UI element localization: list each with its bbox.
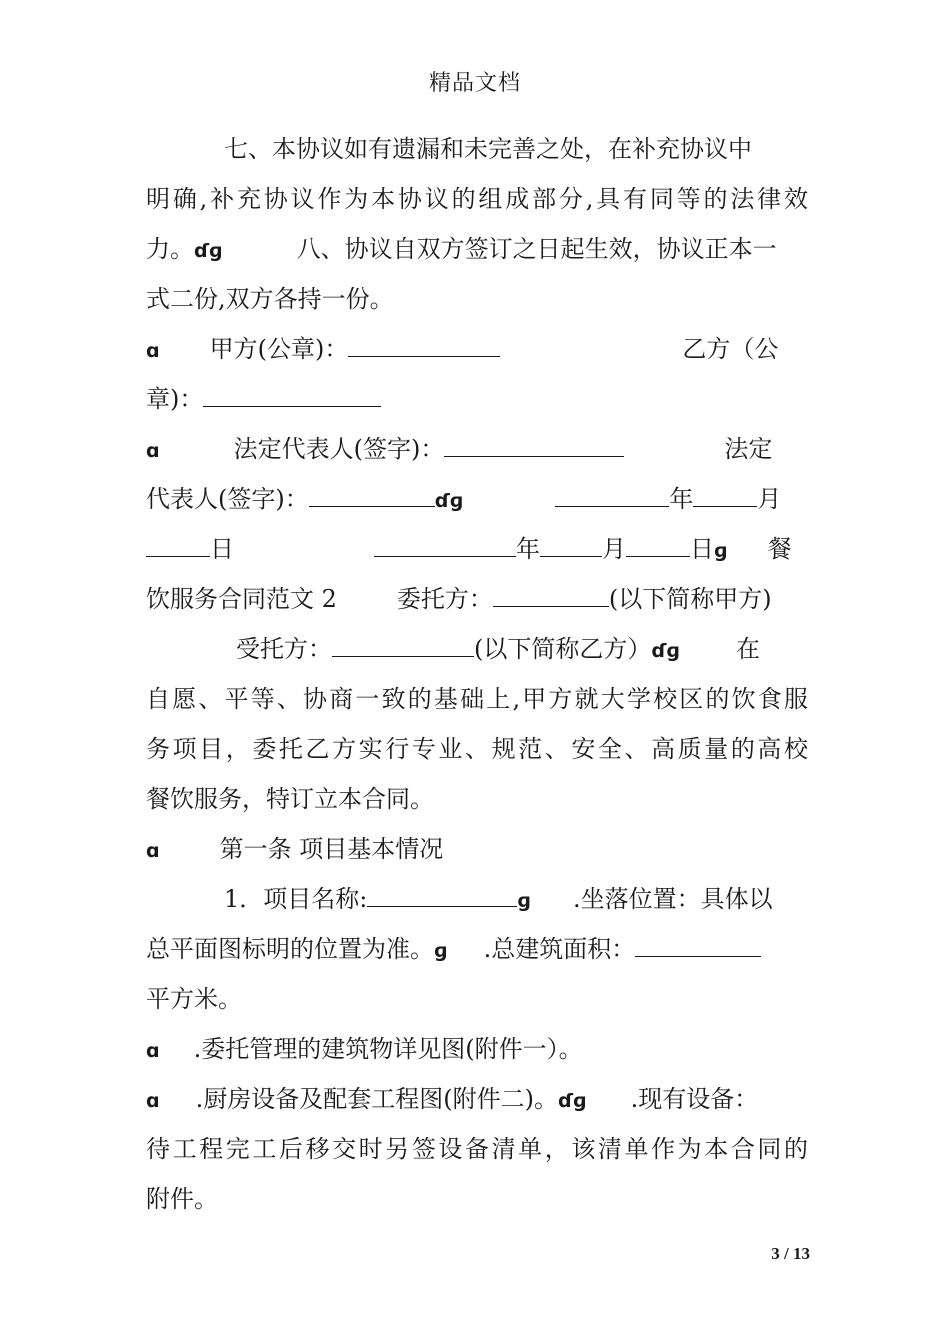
text: 式二份,双方各持一份。 xyxy=(146,285,394,313)
blank-field xyxy=(635,934,761,957)
text: 待工程完工后移交时另签设备清单，该清单作为本合同的 xyxy=(146,1135,808,1163)
text: 月 xyxy=(757,485,782,513)
pilcrow-icon: ɑ xyxy=(146,440,160,462)
pilcrow-icon: ɑ xyxy=(146,340,160,362)
blank-field xyxy=(332,634,474,657)
item-location xyxy=(146,934,808,966)
item-existing-equipment-1 xyxy=(146,1134,808,1164)
text: 第一条 项目基本情况 xyxy=(219,835,444,863)
return-mark-icon: ɡ xyxy=(517,890,531,912)
text: 委托方： xyxy=(396,585,493,613)
item-buildings xyxy=(146,1034,808,1066)
blank-field xyxy=(555,484,669,507)
text: 平方米。 xyxy=(146,985,242,1013)
text: .坐落位置：具体以 xyxy=(572,885,773,913)
blank-field xyxy=(348,334,500,357)
blank-field xyxy=(309,484,435,507)
return-mark-icon: ɗɡ xyxy=(651,640,681,662)
page-header: 精品文档 xyxy=(428,71,521,96)
blank-field xyxy=(367,884,517,907)
pilcrow-icon: ɑ xyxy=(146,1090,160,1112)
preamble-line-3 xyxy=(146,784,808,814)
text: 餐饮服务，特订立本合同。 xyxy=(146,785,434,813)
article-1-heading xyxy=(146,834,808,866)
text: 月 xyxy=(602,535,626,563)
clause-7-line-2 xyxy=(146,184,808,214)
text: 甲方(公章)： xyxy=(209,335,349,363)
text: 章)： xyxy=(146,385,204,413)
return-mark-icon: ɡ xyxy=(434,940,448,962)
text: 法定 xyxy=(724,435,773,463)
text: 自愿、平等、协商一致的基础上,甲方就大学校区的饮食服 xyxy=(146,685,808,713)
text: 年 xyxy=(669,485,694,513)
text: 明确,补充协议作为本协议的组成部分,具有同等的法律效 xyxy=(146,185,808,213)
trustee-line xyxy=(236,634,808,666)
blank-field xyxy=(626,534,690,557)
text: 八、协议自双方签订之日起生效，协议正本一 xyxy=(296,235,777,263)
pilcrow-icon: ɑ xyxy=(146,1040,160,1062)
text: .厨房设备及配套工程图(附件二)。 xyxy=(195,1085,558,1113)
blank-field xyxy=(493,584,609,607)
contract-title-line xyxy=(146,584,808,614)
pilcrow-icon: ɑ xyxy=(146,840,160,862)
item-existing-equipment-2 xyxy=(146,1184,808,1214)
clause-8-line-2 xyxy=(146,284,808,314)
text: 务项目，委托乙方实行专业、规范、安全、高质量的高校 xyxy=(146,735,808,763)
preamble-line-1 xyxy=(146,684,808,714)
text: 饮服务合同范文 2 xyxy=(146,585,337,613)
text: 餐 xyxy=(767,535,792,563)
item-area-unit xyxy=(146,984,808,1014)
item-kitchen-equipment xyxy=(146,1084,808,1116)
blank-field xyxy=(444,434,624,457)
text: 1．项目名称: xyxy=(224,885,368,913)
text: 日 xyxy=(690,535,714,563)
blank-field xyxy=(693,484,757,507)
return-mark-icon: ɗɡ xyxy=(434,490,464,512)
text: 日 xyxy=(210,535,234,563)
date-line xyxy=(146,534,808,566)
text: 受托方： xyxy=(236,635,332,663)
text: 乙方（公 xyxy=(682,335,779,363)
preamble-line-2 xyxy=(146,734,808,764)
text: 总平面图标明的位置为准。 xyxy=(146,935,434,963)
text: 代表人(签字)： xyxy=(146,485,309,513)
text: 七、本协议如有遗漏和未完善之处，在补充协议中 xyxy=(224,135,752,163)
blank-field xyxy=(146,534,210,557)
text: (以下简称甲方) xyxy=(608,585,772,613)
blank-field xyxy=(540,534,602,557)
text: 年 xyxy=(516,535,540,563)
text: 力。 xyxy=(146,235,194,263)
text: (以下简称乙方） xyxy=(474,635,652,663)
text: 附件。 xyxy=(146,1185,218,1213)
page-number: 3 / 13 xyxy=(771,1244,810,1263)
return-mark-icon: ɡ xyxy=(714,540,728,562)
text: .总建筑面积： xyxy=(483,935,636,963)
blank-field xyxy=(203,384,381,407)
clause-7-line-1 xyxy=(224,134,808,164)
clause-8-line-1 xyxy=(146,234,808,266)
party-a-seal-line xyxy=(146,334,808,366)
text: 在 xyxy=(736,635,761,663)
party-b-seal-line xyxy=(146,384,808,414)
return-mark-icon: ɗɡ xyxy=(557,1090,587,1112)
text: 法定代表人(签字)： xyxy=(233,435,445,463)
item-project-name xyxy=(224,884,808,916)
text: .现有设备： xyxy=(630,1085,759,1113)
legal-rep-line-2 xyxy=(146,484,808,516)
text: .委托管理的建筑物详见图(附件一）。 xyxy=(193,1035,583,1063)
return-mark-icon: ɗɡ xyxy=(194,240,223,262)
legal-rep-line-1 xyxy=(146,434,808,466)
blank-field xyxy=(374,534,516,557)
